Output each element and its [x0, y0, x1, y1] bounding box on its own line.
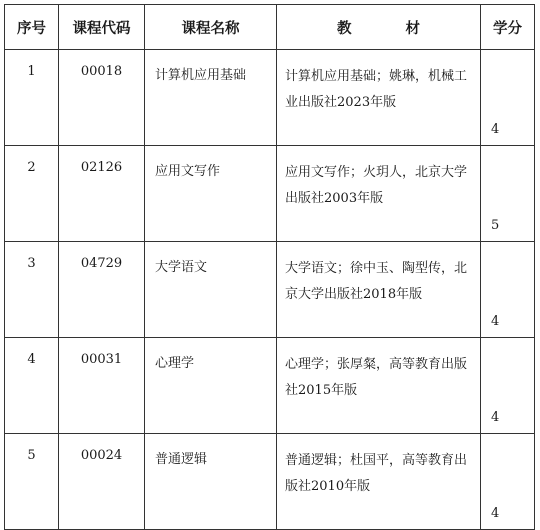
row-no: 4: [5, 338, 59, 434]
row-code: 00031: [59, 338, 145, 434]
header-row: [5, 5, 535, 50]
row-code: 00024: [59, 434, 145, 530]
header-textbook: [277, 5, 481, 50]
row-credit: 4: [481, 50, 535, 146]
row-textbook: 计算机应用基础；姚琳，机械工业出版社2023年版: [277, 50, 481, 146]
row-credit: 4: [481, 338, 535, 434]
row-course-name: 心理学: [145, 338, 277, 434]
row-no: 2: [5, 146, 59, 242]
row-credit: 5: [481, 146, 535, 242]
table-row: [5, 338, 535, 434]
table-header: [5, 5, 535, 50]
row-course-name: 计算机应用基础: [145, 50, 277, 146]
row-course-name: 普通逻辑: [145, 434, 277, 530]
header-textbook-char-2: 材: [405, 20, 420, 37]
row-no: 5: [5, 434, 59, 530]
row-credit: 4: [481, 242, 535, 338]
header-code: 课程代码: [59, 5, 145, 50]
table-row: [5, 146, 535, 242]
row-textbook: 应用文写作；火玥人，北京大学出版社2003年版: [277, 146, 481, 242]
table-row: [5, 434, 535, 530]
row-course-name: 大学语文: [145, 242, 277, 338]
header-textbook-char-1: 教: [337, 20, 352, 37]
row-no: 3: [5, 242, 59, 338]
row-credit: 4: [481, 434, 535, 530]
row-code: 00018: [59, 50, 145, 146]
row-textbook: 普通逻辑；杜国平，高等教育出版社2010年版: [277, 434, 481, 530]
row-textbook: 大学语文；徐中玉、陶型传，北京大学出版社2018年版: [277, 242, 481, 338]
course-table: [4, 4, 535, 530]
row-code: 04729: [59, 242, 145, 338]
header-name: 课程名称: [145, 5, 277, 50]
header-no: 序号: [5, 5, 59, 50]
header-credit: 学分: [481, 5, 535, 50]
row-no: 1: [5, 50, 59, 146]
table-body: [5, 50, 535, 530]
table-row: [5, 242, 535, 338]
row-code: 02126: [59, 146, 145, 242]
row-textbook: 心理学；张厚粲，高等教育出版社2015年版: [277, 338, 481, 434]
row-course-name: 应用文写作: [145, 146, 277, 242]
table-row: [5, 50, 535, 146]
